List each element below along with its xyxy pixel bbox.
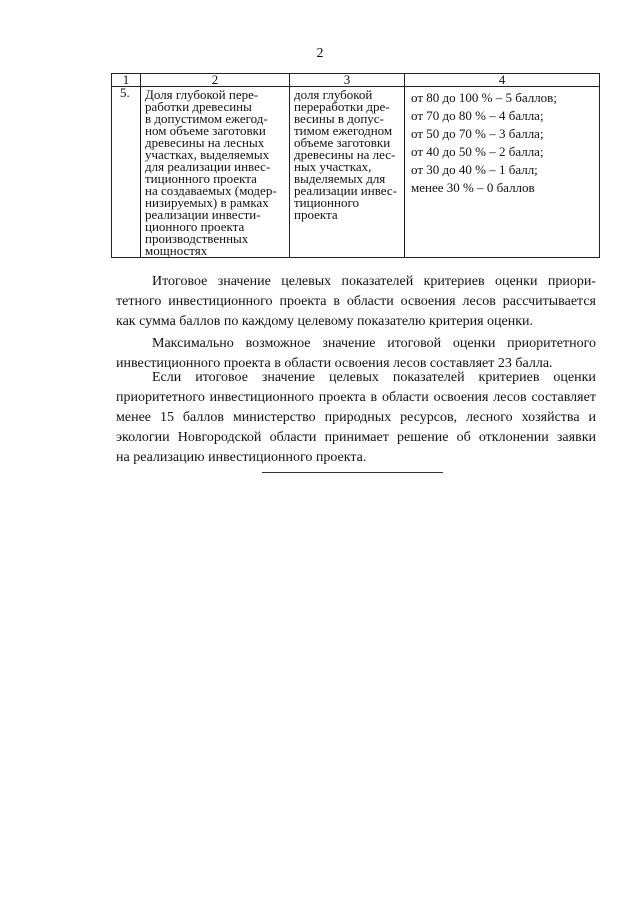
paragraph-line	[116, 388, 596, 408]
indicator-line: весины в допус-	[294, 111, 384, 126]
criterion-line: тиционного проекта	[145, 171, 257, 186]
indicator-line: выделяемых для	[294, 171, 386, 186]
word: итоговое	[195, 370, 248, 385]
word: области	[269, 430, 317, 445]
word: Итоговое	[152, 274, 208, 289]
word: проекта	[279, 294, 327, 309]
paragraph-line	[116, 408, 596, 428]
score-line: менее 30 % – 0 баллов	[411, 180, 535, 195]
row-number: 5.	[112, 87, 141, 258]
criterion-line: производственных	[145, 231, 249, 246]
paragraph-rejection	[116, 368, 596, 468]
criterion-cell	[141, 87, 290, 258]
word: ресурсов,	[400, 410, 458, 425]
word: 15	[159, 410, 174, 425]
score-cell	[405, 87, 600, 258]
word: оценки	[553, 370, 596, 385]
word: в	[333, 294, 340, 309]
criterion-line: ном объеме заготовки	[145, 123, 266, 138]
word: отклонении	[478, 430, 549, 445]
word: природных	[324, 410, 392, 425]
word: критериев	[478, 370, 540, 385]
column-header-2: 2	[141, 74, 290, 87]
score-line: от 40 до 50 % – 2 балла;	[411, 144, 544, 159]
word: проекта	[318, 390, 366, 405]
table-header-row	[112, 74, 600, 87]
paragraph-line	[116, 272, 596, 292]
word: тетного	[116, 294, 162, 309]
word: решение	[397, 430, 449, 445]
word: значение	[322, 336, 376, 351]
page-number: 2	[316, 46, 324, 61]
word: значение	[261, 370, 316, 385]
word: целевых	[328, 370, 379, 385]
word: приоритетного	[116, 390, 205, 405]
word: приоритетного	[507, 336, 596, 351]
table-row	[112, 87, 600, 258]
word: баллов	[182, 410, 224, 425]
column-header-3: 3	[290, 74, 405, 87]
indicator-cell	[290, 87, 405, 258]
word: возможное	[245, 336, 311, 351]
criterion-line: работки древесины	[145, 99, 252, 114]
word: инвестиционного	[209, 390, 314, 405]
score-line: от 50 до 70 % – 3 балла;	[411, 126, 544, 141]
word: значение	[217, 274, 271, 289]
column-header-4: 4	[405, 74, 600, 87]
score-line: от 80 до 100 % – 5 баллов;	[411, 90, 557, 105]
criterion-line: Доля глубокой пере-	[145, 87, 259, 102]
paragraph-line	[116, 368, 596, 388]
criterion-line: в допустимом ежегод-	[145, 111, 268, 126]
indicator-line: объеме заготовки	[294, 135, 391, 150]
word: приори-	[547, 274, 596, 289]
word: принимает	[324, 430, 389, 445]
word: лесов	[462, 294, 496, 309]
word: оценки	[452, 336, 496, 351]
paragraph-line: как сумма баллов по каждому целевому показателю критерия оценки.	[116, 314, 534, 329]
paragraph-line: на реализацию инвестиционного проекта.	[116, 450, 367, 465]
paragraph-line: инвестиционного проекта в области освоения лесов составляет 23 балла.	[116, 356, 553, 371]
column-header-1: 1	[112, 74, 141, 87]
criterion-line: на создаваемых (модер-	[145, 183, 277, 198]
word: показателей	[392, 370, 465, 385]
indicator-line: проекта	[294, 207, 338, 222]
score-line: от 70 до 80 % – 4 балла;	[411, 108, 544, 123]
criterion-line: для реализации инвес-	[145, 159, 271, 174]
paragraph-line	[116, 428, 596, 448]
word: и	[588, 410, 596, 425]
word: показателей	[341, 274, 414, 289]
indicator-line: тимом ежегодном	[294, 123, 393, 138]
word: лесного	[466, 410, 513, 425]
word: области	[346, 294, 394, 309]
word: об	[456, 430, 471, 445]
word: министерство	[232, 410, 316, 425]
word: оценки	[494, 274, 538, 289]
word: хозяйства	[521, 410, 580, 425]
closing-rule	[262, 472, 443, 473]
indicator-line: ных участках,	[294, 159, 372, 174]
indicator-line: тиционного	[294, 195, 359, 210]
criterion-line: реализации инвести-	[145, 207, 261, 222]
word: в	[370, 390, 378, 405]
indicator-line: доля глубокой	[294, 87, 373, 102]
word: составляет	[531, 390, 596, 405]
word: целевых	[281, 274, 332, 289]
word: критериев	[423, 274, 485, 289]
word: Новгородской	[177, 430, 262, 445]
word: Если	[152, 370, 182, 385]
word: инвестиционного	[168, 294, 273, 309]
criterion-line: низируемых) в рамках	[145, 195, 269, 210]
word: рассчитывается	[502, 294, 596, 309]
paragraph-line	[116, 292, 596, 312]
criterion-line: ционного проекта	[145, 219, 245, 234]
word: экологии	[116, 430, 170, 445]
criterion-line: мощностях	[145, 243, 208, 258]
word: лесов	[493, 390, 527, 405]
criterion-line: участках, выделяемых	[145, 147, 270, 162]
indicator-line: переработки дре-	[294, 99, 390, 114]
score-line: от 30 до 40 % – 1 балл;	[411, 162, 538, 177]
paragraph-total-score	[116, 272, 596, 332]
indicator-line: древесины на лес-	[294, 147, 396, 162]
word: Максимально	[152, 336, 234, 351]
criterion-line: древесины на лесных	[145, 135, 265, 150]
paragraph-line	[116, 334, 596, 354]
word: освоения	[433, 390, 489, 405]
criteria-table	[111, 73, 600, 258]
word: итоговой	[387, 336, 442, 351]
indicator-line: реализации инвес-	[294, 183, 397, 198]
word: освоения	[400, 294, 456, 309]
word: области	[381, 390, 429, 405]
word: заявки	[556, 430, 596, 445]
word: менее	[116, 410, 151, 425]
